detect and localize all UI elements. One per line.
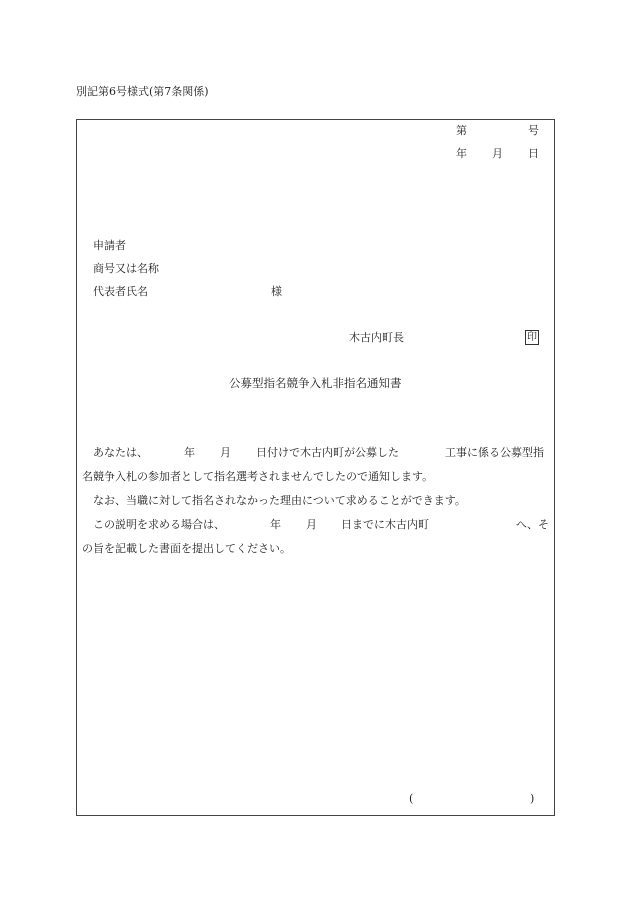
number-prefix: 第 [456,124,467,137]
date-month-label: 月 [492,147,503,160]
issuer-title: 木古内町長 [349,331,404,344]
body-p3-deadline-text: 日までに木古内町 [341,518,429,531]
body-p1-year: 年 [184,446,195,459]
body-p3-line2: の旨を記載した書面を提出してください。 [82,542,291,555]
representative-label: 代表者氏名 [93,285,148,298]
honorific: 様 [271,285,282,298]
body-p1-intro: あなたは、 [93,446,148,459]
seal-mark: 印 [527,332,537,343]
body-p3-intro: この説明を求める場合は、 [93,518,225,531]
body-p1-date-text: 日付けで木古内町が公募した [256,446,399,459]
applicant-label: 申請者 [93,239,126,252]
date-year-label: 年 [456,147,467,160]
number-suffix: 号 [528,124,539,137]
body-p1-month: 月 [220,446,231,459]
document-title: 公募型指名競争入札非指名通知書 [229,376,402,390]
footer-paren-close: ) [530,792,535,805]
footer-paren-open: ( [409,792,414,805]
body-p3-month: 月 [306,518,317,531]
body-p3-to-text: へ、そ [516,518,549,531]
body-p2: なお、当職に対して指名されなかった理由について求めることができます。 [93,494,466,507]
form-label: 別記第6号様式(第7条関係) [76,85,209,98]
trade-name-label: 商号又は名称 [93,262,159,275]
date-day-label: 日 [528,147,539,160]
form-frame [76,119,555,816]
body-p3-year: 年 [270,518,281,531]
body-p1-line2: 名競争入札の参加者として指名選考されませんでしたので通知します。 [82,470,434,483]
body-p1-project-text: 工事に係る公募型指 [445,446,544,459]
